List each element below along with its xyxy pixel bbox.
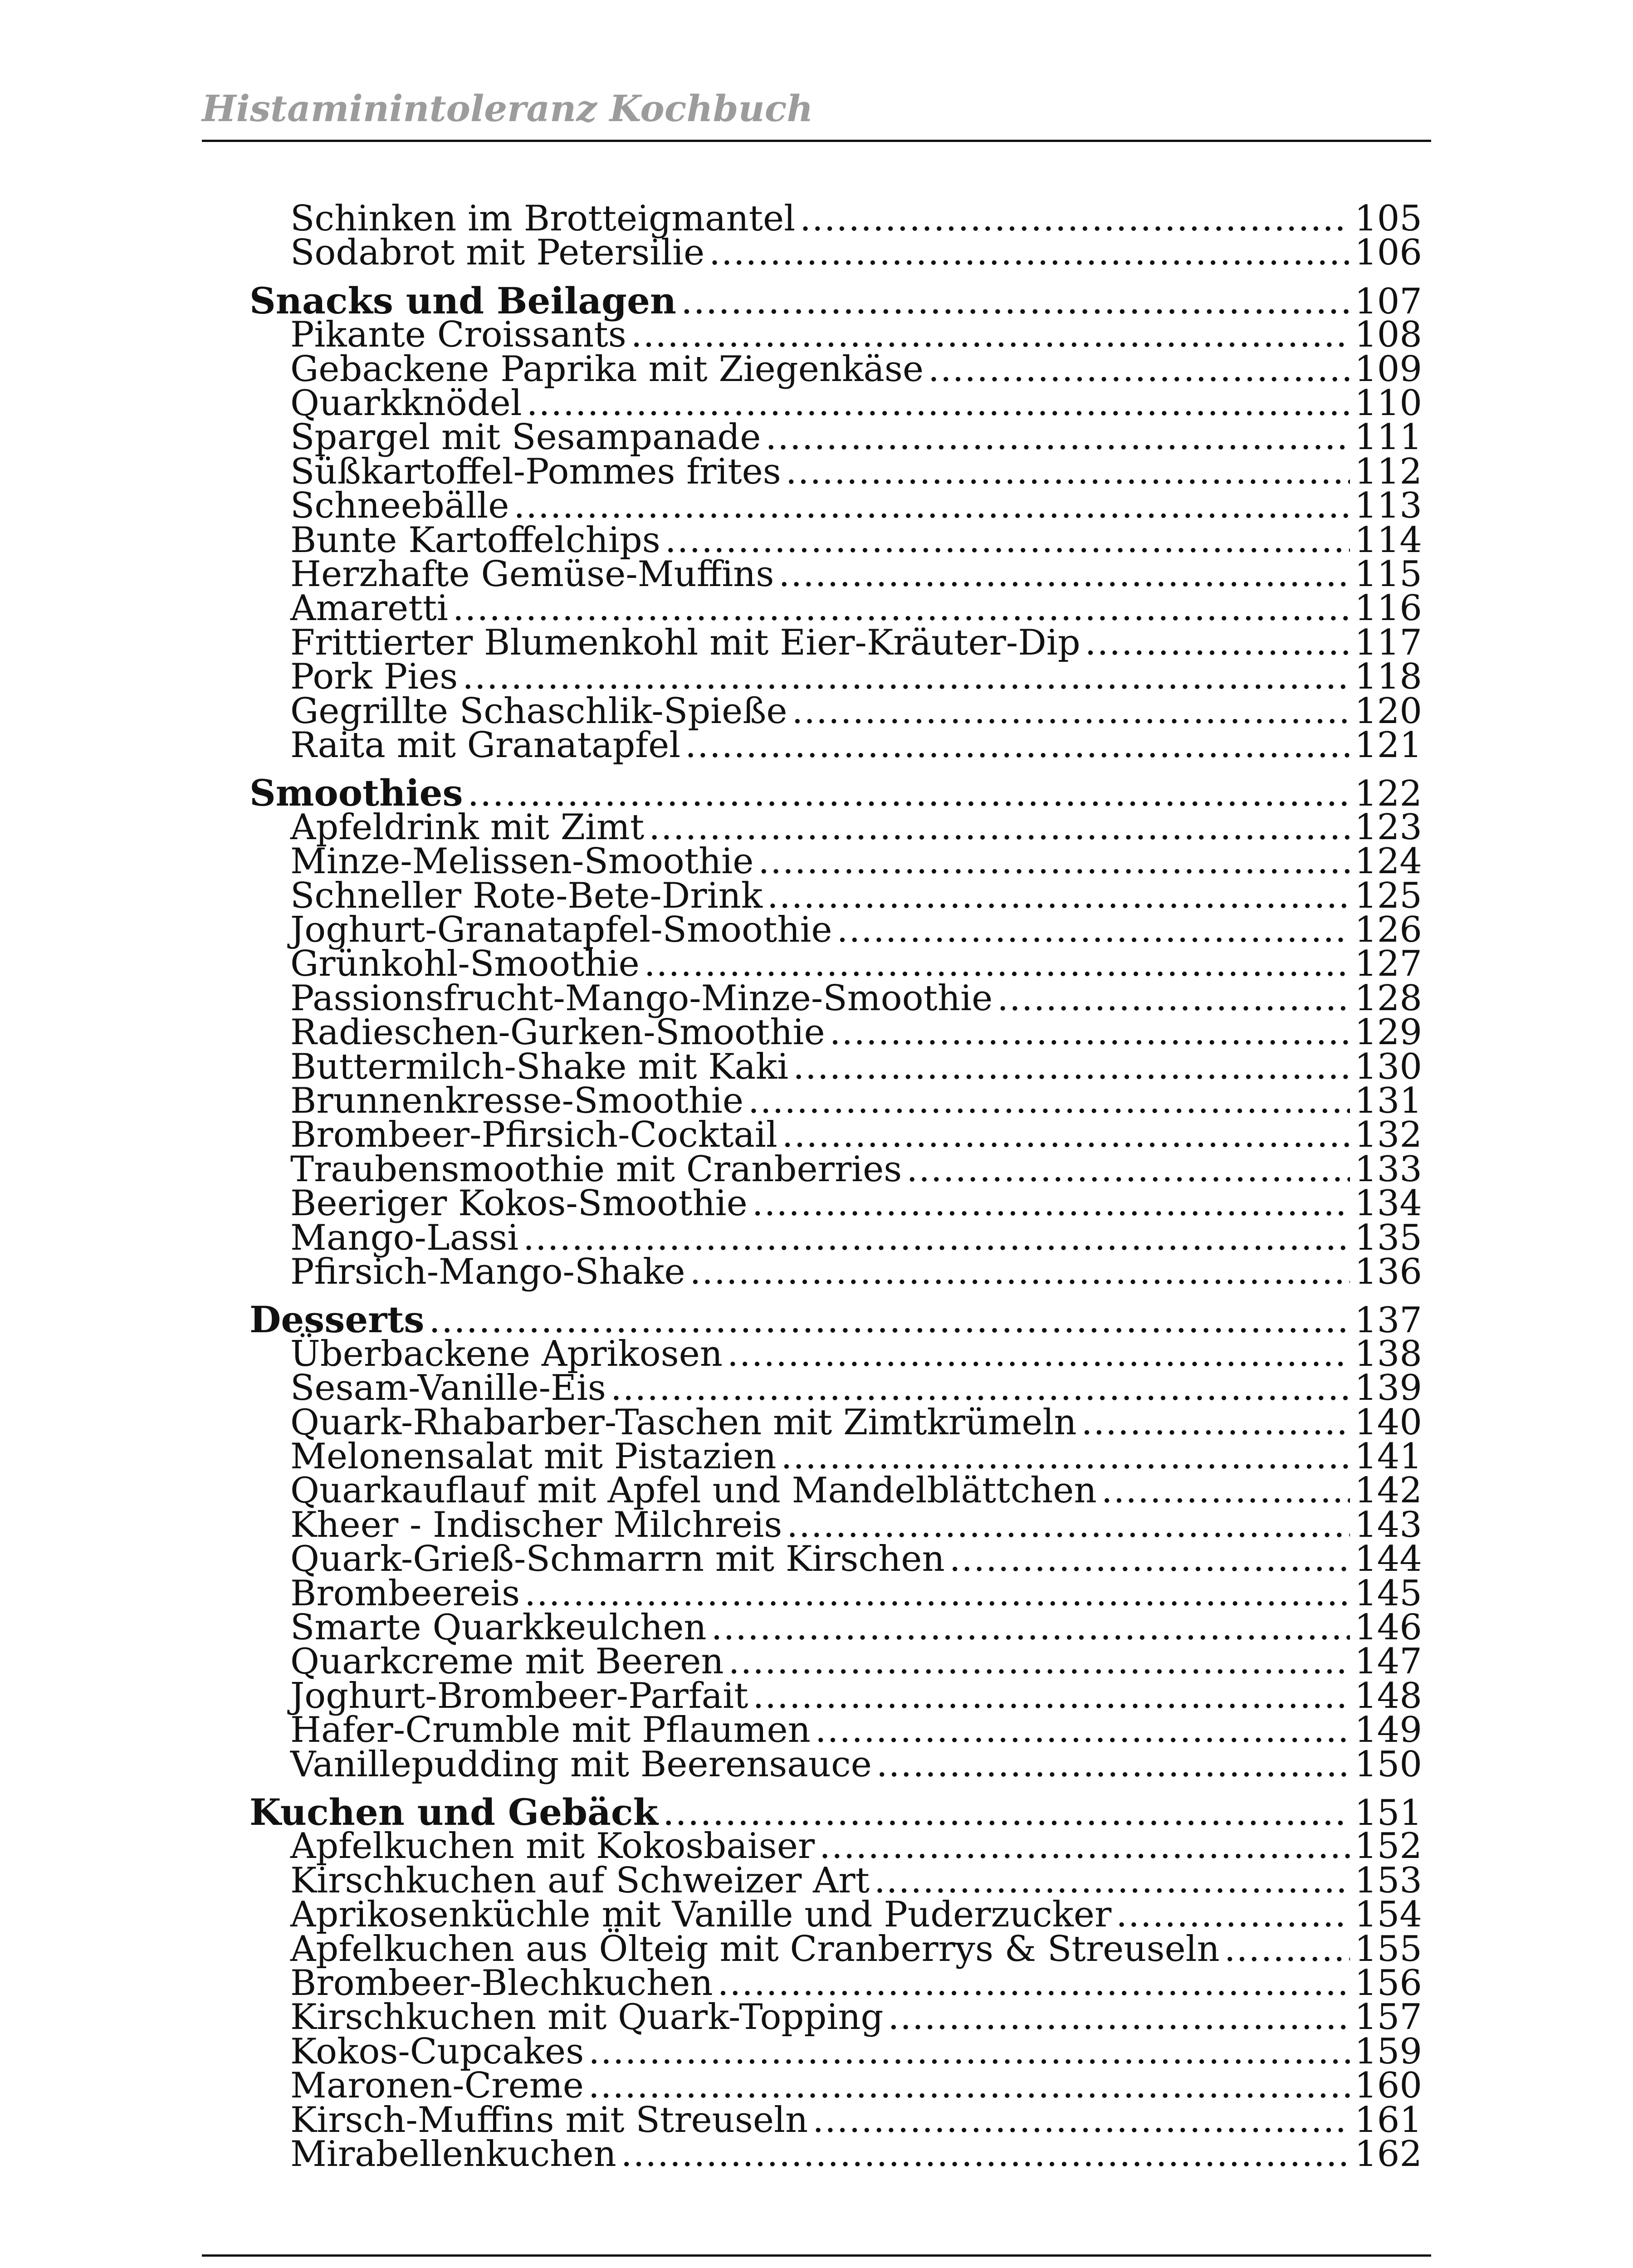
dot-leader — [631, 316, 1350, 354]
toc-entry-title: Mango-Lassi — [290, 1217, 519, 1258]
toc-entry-title: Herzhafte Gemüse-Muffins — [290, 554, 774, 595]
toc-entry[interactable] — [290, 1184, 1422, 1222]
dot-leader — [812, 2101, 1350, 2139]
toc-page-number: 140 — [1354, 1402, 1422, 1443]
toc-entry-title: Süßkartoffel-Pommes frites — [290, 451, 781, 492]
toc-entry[interactable] — [290, 1335, 1422, 1373]
dot-leader — [1085, 624, 1350, 662]
toc-page-number: 124 — [1354, 841, 1422, 882]
dot-leader — [1116, 1896, 1350, 1934]
toc-section-heading[interactable] — [249, 772, 1422, 815]
toc-entry[interactable] — [290, 1896, 1422, 1934]
toc-entry[interactable] — [290, 555, 1422, 593]
toc-entry-title: Smarte Quarkkeulchen — [290, 1607, 707, 1648]
toc-entry-title: Raita mit Granatapfel — [290, 725, 681, 766]
toc-entry-title: Gebackene Paprika mit Ziegenkäse — [290, 348, 924, 390]
dot-leader — [611, 1369, 1350, 1407]
toc-entry-title: Traubensmoothie mit Cranberries — [290, 1149, 902, 1190]
dot-leader — [778, 555, 1350, 593]
toc-page-number: 113 — [1354, 485, 1422, 527]
toc-entry[interactable] — [290, 1253, 1422, 1291]
toc-entry-title: Gegrillte Schaschlik-Spieße — [290, 690, 787, 732]
toc-page-number: 133 — [1354, 1149, 1422, 1190]
toc-entry-title: Bunte Kartoffelchips — [290, 519, 660, 561]
toc-page-number: 146 — [1354, 1607, 1422, 1648]
toc-entry[interactable] — [290, 658, 1422, 696]
toc-page-number: 143 — [1354, 1504, 1422, 1545]
dot-leader — [928, 350, 1350, 388]
toc-entry[interactable] — [290, 1745, 1422, 1784]
toc-page-number: 160 — [1354, 2065, 1422, 2107]
toc-section-heading[interactable] — [249, 1300, 1422, 1339]
toc-entry[interactable] — [290, 1608, 1422, 1647]
dot-leader — [767, 877, 1350, 915]
dot-leader — [787, 1506, 1350, 1544]
toc-entry[interactable] — [290, 384, 1422, 422]
toc-entry[interactable] — [290, 877, 1422, 915]
toc-page-number: 159 — [1354, 2031, 1422, 2072]
toc-page-number: 141 — [1354, 1436, 1422, 1477]
dot-leader — [758, 842, 1350, 880]
toc-entry[interactable] — [290, 1471, 1422, 1510]
toc-page-number: 110 — [1354, 383, 1422, 424]
dot-leader — [782, 1116, 1350, 1154]
dot-leader — [711, 1608, 1350, 1647]
toc-entry-title: Spargel mit Sesampanade — [290, 417, 761, 458]
toc-entry[interactable] — [290, 589, 1422, 627]
toc-section-heading[interactable] — [249, 1793, 1422, 1831]
toc-page-number: 153 — [1354, 1860, 1422, 1901]
toc-entry-title: Hafer-Crumble mit Pflaumen — [290, 1710, 811, 1751]
dot-leader — [815, 1711, 1350, 1749]
toc-entry-title: Kheer - Indischer Milchreis — [290, 1504, 782, 1545]
toc-page-number: 108 — [1354, 314, 1422, 356]
toc-entry-title: Pfirsich-Mango-Shake — [290, 1251, 685, 1292]
toc-page-number: 118 — [1354, 656, 1422, 698]
dot-leader — [800, 200, 1350, 238]
toc-entry-title: Melonensalat mit Pistazien — [290, 1436, 777, 1477]
dot-leader — [462, 658, 1350, 696]
toc-entry-title: Quark-Grieß-Schmarrn mit Kirschen — [290, 1539, 945, 1580]
toc-entry[interactable] — [290, 1048, 1422, 1086]
toc-entry-title: Frittierter Blumenkohl mit Eier-Kräuter-Dip — [290, 622, 1081, 663]
toc-entry[interactable] — [290, 808, 1422, 846]
toc-entry[interactable] — [290, 453, 1422, 491]
toc-page-number: 132 — [1354, 1114, 1422, 1156]
dot-leader — [513, 487, 1350, 525]
dot-leader — [1224, 1930, 1350, 1968]
toc-entry[interactable] — [290, 624, 1422, 662]
toc-entry-title: Quarkknödel — [290, 383, 522, 424]
toc-page-number: 156 — [1354, 1963, 1422, 2004]
toc-page-number: 162 — [1354, 2134, 1422, 2175]
toc-page-number: 151 — [1354, 1793, 1422, 1833]
toc-page-number: 120 — [1354, 690, 1422, 732]
toc-entry[interactable] — [290, 1964, 1422, 2002]
toc-entry[interactable] — [290, 1437, 1422, 1476]
toc-page-number: 157 — [1354, 1997, 1422, 2038]
toc-page-number: 128 — [1354, 978, 1422, 1019]
toc-entry[interactable] — [290, 234, 1422, 272]
dot-leader — [690, 1253, 1350, 1291]
toc-entry[interactable] — [290, 842, 1422, 880]
dot-leader — [524, 1574, 1350, 1613]
toc-page-number: 122 — [1354, 773, 1422, 815]
toc-entry-title: Sodabrot mit Petersilie — [290, 232, 705, 274]
dot-leader — [997, 979, 1350, 1017]
toc-entry-title: Apfelkuchen aus Ölteig mit Cranberrys & Streuseln — [290, 1928, 1220, 1970]
toc-entry-title: Quarkcreme mit Beeren — [290, 1641, 724, 1682]
toc-entry-title: Aprikosenküchle mit Vanille und Puderzucker — [290, 1894, 1112, 1936]
toc-page-number: 131 — [1354, 1080, 1422, 1121]
dot-leader — [728, 1642, 1350, 1681]
toc-entry-title: Beeriger Kokos-Smoothie — [290, 1183, 748, 1224]
toc-entry[interactable] — [290, 979, 1422, 1017]
toc-page-number: 136 — [1354, 1251, 1422, 1292]
dot-leader — [819, 1827, 1350, 1865]
toc-page-number: 137 — [1354, 1300, 1422, 1341]
toc-page-number: 115 — [1354, 554, 1422, 595]
toc-page-number: 154 — [1354, 1894, 1422, 1936]
dot-leader — [837, 911, 1350, 949]
toc-page-number: 148 — [1354, 1675, 1422, 1716]
toc-page-number: 125 — [1354, 875, 1422, 916]
toc-page-number: 123 — [1354, 807, 1422, 848]
toc-entry-title: Schneller Rote-Bete-Drink — [290, 875, 763, 916]
dot-leader — [523, 1219, 1350, 1257]
dot-leader — [786, 453, 1350, 491]
toc-entry-title: Joghurt-Granatapfel-Smoothie — [290, 909, 832, 950]
dot-leader — [588, 2033, 1350, 2071]
dot-leader — [876, 1745, 1350, 1784]
dot-leader — [709, 234, 1350, 272]
toc-entry[interactable] — [290, 911, 1422, 949]
toc-entry[interactable] — [290, 1116, 1422, 1154]
toc-page-number: 155 — [1354, 1928, 1422, 1970]
toc-page-number: 147 — [1354, 1641, 1422, 1682]
toc-entry[interactable] — [290, 945, 1422, 983]
toc-entry[interactable] — [290, 1862, 1422, 1900]
toc-entry[interactable] — [290, 487, 1422, 525]
dot-leader — [888, 1998, 1350, 2036]
toc-entry-title: Überbackene Aprikosen — [290, 1333, 723, 1374]
toc-entry[interactable] — [290, 2101, 1422, 2139]
toc-entry-title: Kokos-Cupcakes — [290, 2031, 584, 2072]
dot-leader — [906, 1150, 1350, 1188]
dot-leader — [649, 808, 1350, 846]
toc-page-number: 127 — [1354, 943, 1422, 985]
toc-page-number: 126 — [1354, 909, 1422, 950]
toc-entry-title: Vanillepudding mit Beerensauce — [290, 1744, 872, 1785]
toc-entry-title: Kuchen und Gebäck — [249, 1791, 658, 1833]
toc-page-number: 112 — [1354, 451, 1422, 492]
toc-entry-title: Amaretti — [290, 588, 448, 629]
running-header-title: Histaminintoleranz Kochbuch — [202, 87, 813, 130]
dot-leader — [781, 1437, 1350, 1476]
toc-entry-title: Pork Pies — [290, 656, 458, 698]
toc-entry-title: Grünkohl-Smoothie — [290, 943, 640, 985]
toc-page-number: 139 — [1354, 1368, 1422, 1409]
toc-entry[interactable] — [290, 200, 1422, 238]
toc-entry[interactable] — [290, 1677, 1422, 1715]
toc-entry-title: Schneebälle — [290, 485, 509, 527]
toc-entry[interactable] — [290, 1998, 1422, 2036]
toc-page-number: 116 — [1354, 588, 1422, 629]
dot-leader — [949, 1540, 1350, 1578]
toc-entry-title: Quarkauflauf mit Apfel und Mandelblättchen — [290, 1470, 1097, 1511]
toc-entry[interactable] — [290, 1219, 1422, 1257]
toc-entry-title: Schinken im Brotteigmantel — [290, 198, 796, 239]
dot-leader — [752, 1184, 1350, 1222]
toc-entry[interactable] — [290, 1574, 1422, 1613]
toc-entry-title: Kirsch-Muffins mit Streuseln — [290, 2099, 808, 2141]
toc-entry-title: Kirschkuchen mit Quark-Topping — [290, 1997, 884, 2038]
toc-entry-title: Mirabellenkuchen — [290, 2134, 616, 2175]
toc-page-number: 106 — [1354, 232, 1422, 274]
dot-leader — [718, 1964, 1350, 2002]
toc-entry[interactable] — [290, 316, 1422, 354]
toc-page-number: 130 — [1354, 1046, 1422, 1087]
toc-page-number: 129 — [1354, 1012, 1422, 1053]
toc-entry-title: Snacks und Beilagen — [249, 279, 677, 322]
toc-page-number: 105 — [1354, 198, 1422, 239]
toc-page-number: 134 — [1354, 1183, 1422, 1224]
toc-entry[interactable] — [290, 1150, 1422, 1188]
dot-leader — [527, 384, 1350, 422]
dot-leader — [793, 1048, 1350, 1086]
dot-leader — [681, 282, 1350, 320]
toc-entry[interactable] — [290, 1711, 1422, 1749]
toc-entry[interactable] — [290, 1369, 1422, 1407]
toc-entry-title: Kirschkuchen auf Schweizer Art — [290, 1860, 870, 1901]
toc-entry[interactable] — [290, 1506, 1422, 1544]
toc-page-number: 150 — [1354, 1744, 1422, 1785]
dot-leader — [748, 1082, 1350, 1120]
toc-page-number: 117 — [1354, 622, 1422, 663]
toc-entry-title: Brombeereis — [290, 1573, 520, 1614]
toc-page-number: 109 — [1354, 348, 1422, 390]
toc-entry[interactable] — [290, 1013, 1422, 1051]
toc-entry[interactable] — [290, 2135, 1422, 2173]
toc-section-heading[interactable] — [249, 279, 1422, 322]
dot-leader — [453, 589, 1350, 627]
toc-page-number: 161 — [1354, 2099, 1422, 2141]
toc-entry[interactable] — [290, 1642, 1422, 1681]
toc-entry-title: Brombeer-Blechkuchen — [290, 1963, 713, 2004]
toc-entry-title: Radieschen-Gurken-Smoothie — [290, 1012, 825, 1053]
toc-entry-title: Joghurt-Brombeer-Parfait — [290, 1675, 748, 1716]
toc-entry-title: Maronen-Creme — [290, 2065, 584, 2107]
dot-leader — [792, 692, 1350, 730]
toc-page-number: 152 — [1354, 1826, 1422, 1867]
toc-entry-title: Pikante Croissants — [290, 314, 626, 356]
toc-entry-title: Brunnenkresse-Smoothie — [290, 1080, 743, 1121]
dot-leader — [621, 2135, 1350, 2173]
dot-leader — [727, 1335, 1350, 1373]
dot-leader — [685, 726, 1350, 764]
toc-entry-title: Brombeer-Pfirsich-Cocktail — [290, 1114, 777, 1156]
toc-entry-title: Smoothies — [249, 772, 463, 815]
dot-leader — [765, 418, 1350, 456]
dot-leader — [588, 2067, 1350, 2105]
toc-entry[interactable] — [290, 1827, 1422, 1865]
toc-page-number: 107 — [1354, 281, 1422, 322]
footer-rule — [202, 2254, 1431, 2257]
toc-entry[interactable] — [290, 1403, 1422, 1442]
dot-leader — [1101, 1471, 1350, 1510]
toc-entry-title: Sesam-Vanille-Eis — [290, 1368, 606, 1409]
toc-entry-title: Quark-Rhabarber-Taschen mit Zimtkrümeln — [290, 1402, 1077, 1443]
dot-leader — [1081, 1403, 1350, 1442]
toc-page-number: 121 — [1354, 725, 1422, 766]
toc-entry-title: Minze-Melissen-Smoothie — [290, 841, 754, 882]
toc-entry[interactable] — [290, 521, 1422, 559]
toc-entry[interactable] — [290, 1930, 1422, 1968]
toc-entry[interactable] — [290, 1082, 1422, 1120]
toc-entry[interactable] — [290, 418, 1422, 456]
toc-page-number: 135 — [1354, 1217, 1422, 1258]
toc-page-number: 138 — [1354, 1333, 1422, 1374]
toc-entry[interactable] — [290, 2067, 1422, 2105]
toc-page-number: 114 — [1354, 519, 1422, 561]
toc-entry-title: Apfelkuchen mit Kokosbaiser — [290, 1826, 815, 1867]
toc-page-number: 149 — [1354, 1710, 1422, 1751]
toc-entry[interactable] — [290, 2033, 1422, 2071]
toc-entry-title: Buttermilch-Shake mit Kaki — [290, 1046, 789, 1087]
dot-leader — [830, 1013, 1350, 1051]
dot-leader — [644, 945, 1350, 983]
toc-page-number: 142 — [1354, 1470, 1422, 1511]
toc-entry-title: Passionsfrucht-Mango-Minze-Smoothie — [290, 978, 993, 1019]
toc-entry-title: Desserts — [249, 1298, 425, 1341]
toc-entry[interactable] — [290, 726, 1422, 764]
toc-entry-title: Apfeldrink mit Zimt — [290, 807, 645, 848]
toc-entry[interactable] — [290, 692, 1422, 730]
toc-page-number: 111 — [1354, 417, 1422, 458]
toc-entry[interactable] — [290, 1540, 1422, 1578]
dot-leader — [874, 1862, 1350, 1900]
dot-leader — [753, 1677, 1350, 1715]
toc-page-number: 144 — [1354, 1539, 1422, 1580]
toc-entry[interactable] — [290, 350, 1422, 388]
dot-leader — [665, 521, 1350, 559]
toc-page-number: 145 — [1354, 1573, 1422, 1614]
